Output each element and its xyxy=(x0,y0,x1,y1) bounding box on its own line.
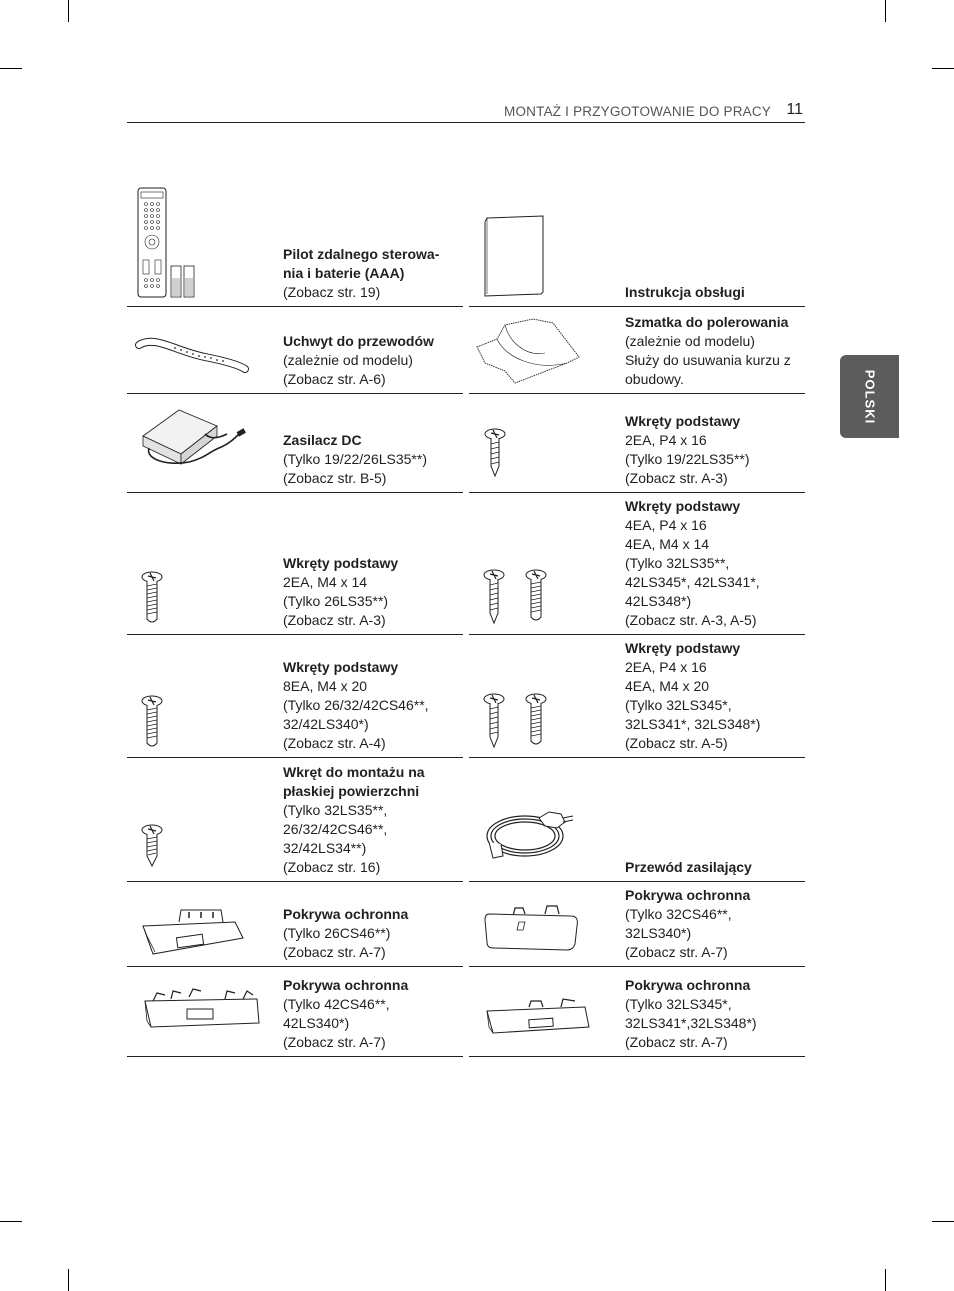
item-description: 2EA, P4 x 16 (Tylko 19/22LS35**) (Zobacz str. A-3) xyxy=(625,432,750,486)
item-description: (Tylko 32LS35**, 26/32/42CS46**, 32/42LS34**) (Zobacz str. 16) xyxy=(283,802,388,875)
item-text xyxy=(283,431,463,488)
polishing-cloth-icon xyxy=(469,307,619,393)
item-text xyxy=(625,497,805,630)
page-number: 11 xyxy=(786,101,803,118)
list-item xyxy=(469,758,805,882)
item-description: (Tylko 32CS46**, 32LS340*) (Zobacz str. A-7) xyxy=(625,906,732,960)
list-item xyxy=(127,394,463,493)
crop-mark xyxy=(68,0,69,22)
item-text xyxy=(283,332,463,389)
crop-mark xyxy=(885,0,886,22)
item-name: Wkręt do montażu na płaskiej powierzchni xyxy=(283,764,425,799)
item-name: Pokrywa ochronna xyxy=(283,977,409,993)
stand-screw-icon xyxy=(127,493,277,634)
flat-mount-screw-icon xyxy=(127,758,277,881)
item-description: (Tylko 26CS46**) (Zobacz str. A-7) xyxy=(283,925,391,960)
language-tab-label: POLSKI xyxy=(862,369,877,424)
manual-book-icon xyxy=(469,180,619,306)
item-description: 2EA, M4 x 14 (Tylko 26LS35**) (Zobacz str. A-3) xyxy=(283,574,389,628)
item-description: (Tylko 32LS345*, 32LS341*,32LS348*) (Zobacz str. A-7) xyxy=(625,996,757,1050)
crop-mark xyxy=(885,1269,886,1291)
item-description: (zależnie od modelu) Służy do usuwania kurzu z obudowy. xyxy=(625,333,791,387)
item-description: (Tylko 19/22/26LS35**) (Zobacz str. B-5) xyxy=(283,451,427,486)
item-text xyxy=(625,886,805,962)
protective-cover-icon xyxy=(469,967,619,1056)
protective-cover-icon xyxy=(469,882,619,966)
stand-screw-icon xyxy=(469,394,619,492)
item-text xyxy=(283,245,463,302)
list-item xyxy=(127,180,463,307)
item-name: Szmatka do polerowania xyxy=(625,314,789,330)
stand-screw-icon xyxy=(127,635,277,757)
crop-mark xyxy=(0,1221,22,1222)
dc-adapter-icon xyxy=(127,394,277,492)
item-text xyxy=(625,858,805,877)
item-name: Instrukcja obsługi xyxy=(625,284,745,300)
item-text xyxy=(625,313,805,389)
item-text xyxy=(625,639,805,753)
item-name: Wkręty podstawy xyxy=(625,498,741,514)
item-name: Uchwyt do przewodów xyxy=(283,333,434,349)
language-tab xyxy=(840,355,899,438)
page-header xyxy=(127,100,805,123)
list-item xyxy=(469,882,805,967)
item-text xyxy=(625,412,805,488)
remote-control-batteries-icon xyxy=(127,180,277,306)
item-name: Zasilacz DC xyxy=(283,432,362,448)
list-item xyxy=(469,493,805,635)
list-item xyxy=(127,758,463,882)
power-cord-icon xyxy=(469,758,619,881)
list-item xyxy=(469,635,805,758)
list-item xyxy=(127,882,463,967)
list-item xyxy=(469,394,805,493)
crop-mark xyxy=(68,1269,69,1291)
item-text xyxy=(625,283,805,302)
crop-mark xyxy=(932,68,954,69)
list-item xyxy=(127,967,463,1057)
item-text xyxy=(283,658,463,753)
protective-cover-icon xyxy=(127,967,277,1056)
crop-mark xyxy=(932,1221,954,1222)
item-name: Pilot zdalnego sterowa- nia i baterie (AAA) xyxy=(283,246,440,281)
section-title: MONTAŻ I PRZYGOTOWANIE DO PRACY xyxy=(504,104,771,119)
item-text xyxy=(625,976,805,1052)
list-item xyxy=(127,635,463,758)
list-item xyxy=(469,967,805,1057)
list-item xyxy=(469,307,805,394)
item-name: Przewód zasilający xyxy=(625,859,752,875)
item-description: 8EA, M4 x 20 (Tylko 26/32/42CS46**, 32/42LS340*) (Zobacz str. A-4) xyxy=(283,678,429,751)
item-text xyxy=(283,976,463,1052)
list-item xyxy=(127,493,463,635)
item-name: Wkręty podstawy xyxy=(625,640,741,656)
item-text xyxy=(283,763,463,877)
item-name: Wkręty podstawy xyxy=(283,555,399,571)
cable-holder-icon xyxy=(127,307,277,393)
stand-screws-icon xyxy=(469,493,619,634)
item-name: Pokrywa ochronna xyxy=(625,887,751,903)
item-description: (zależnie od modelu) (Zobacz str. A-6) xyxy=(283,352,413,387)
item-description: (Zobacz str. 19) xyxy=(283,284,381,300)
item-name: Pokrywa ochronna xyxy=(625,977,751,993)
item-name: Wkręty podstawy xyxy=(625,413,741,429)
item-description: 2EA, P4 x 16 4EA, M4 x 20 (Tylko 32LS345*, 32LS341*, 32LS348*) (Zobacz str. A-5) xyxy=(625,659,761,751)
item-description: 4EA, P4 x 16 4EA, M4 x 14 (Tylko 32LS35**, 42LS345*, 42LS341*, 42LS348*) (Zobacz str. A-3, A-5) xyxy=(625,517,760,628)
item-text xyxy=(283,905,463,962)
crop-mark xyxy=(0,68,22,69)
item-text xyxy=(283,554,463,630)
item-name: Pokrywa ochronna xyxy=(283,906,409,922)
list-item xyxy=(127,307,463,394)
item-name: Wkręty podstawy xyxy=(283,659,399,675)
stand-screws-icon xyxy=(469,635,619,757)
protective-cover-icon xyxy=(127,882,277,966)
item-description: (Tylko 42CS46**, 42LS340*) (Zobacz str. A-7) xyxy=(283,996,390,1050)
list-item xyxy=(469,180,805,307)
